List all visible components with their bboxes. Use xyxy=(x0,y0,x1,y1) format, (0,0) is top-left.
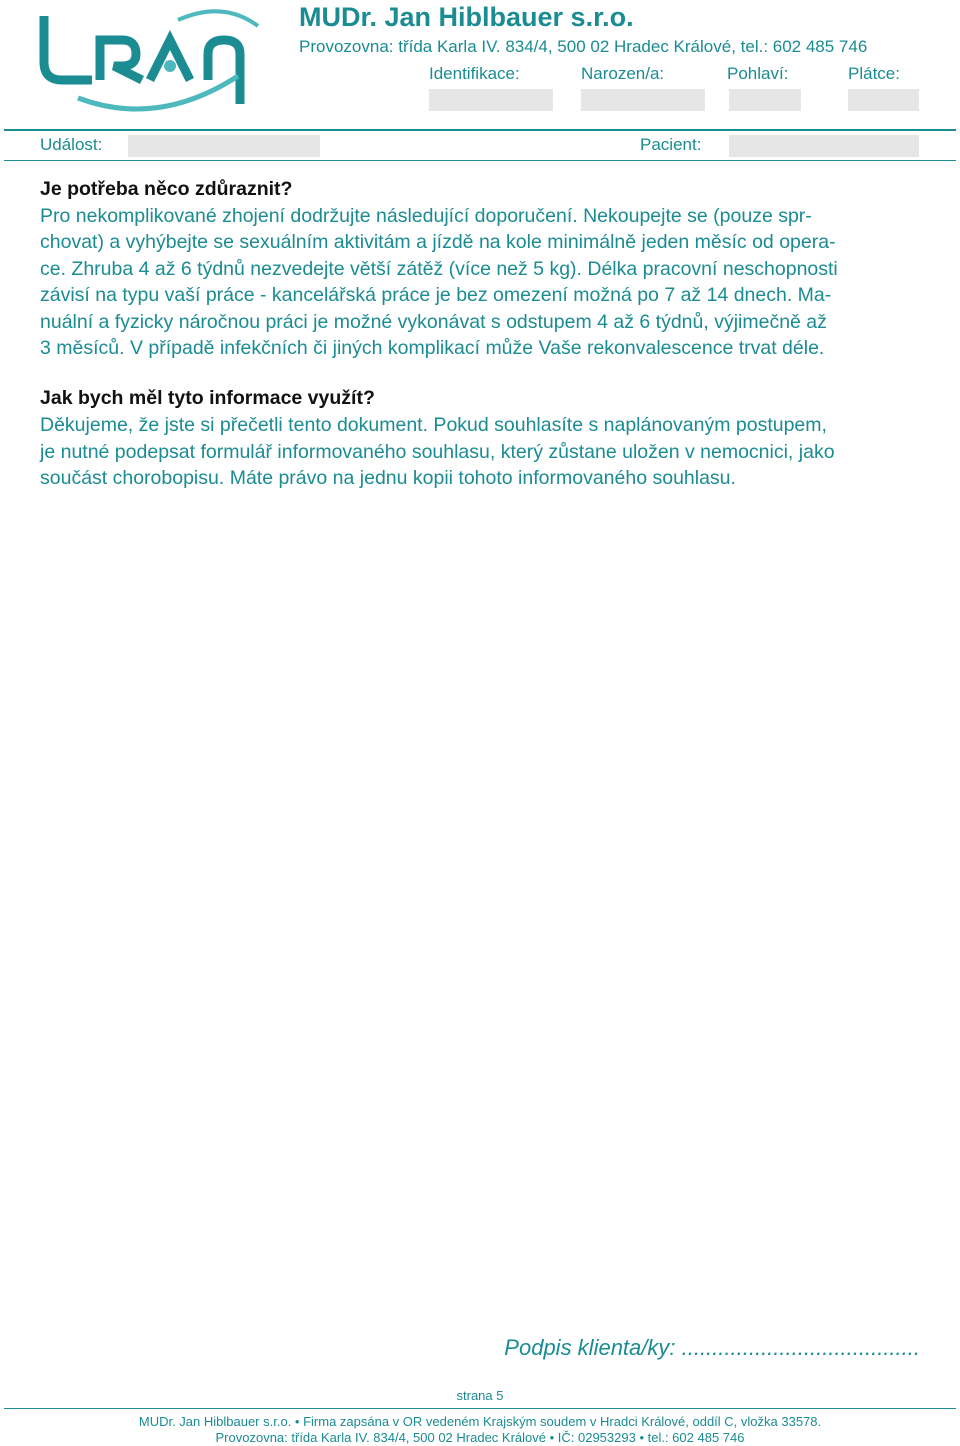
signature-line[interactable]: Podpis klienta/ky: ....................................... xyxy=(504,1335,920,1360)
paragraph-line: součást chorobopisu. Máte právo na jednu kopii tohoto informovaného souhlasu. xyxy=(40,467,736,490)
clinic-name: MUDr. Jan Hiblbauer s.r.o. xyxy=(299,2,634,32)
uran-logo xyxy=(38,4,266,114)
paragraph-line: je nutné podepsat formulář informovaného souhlasu, který zůstane uložen v nemocnici, jako xyxy=(40,440,835,463)
identification-field[interactable] xyxy=(429,89,553,111)
section-heading: Jak bych měl tyto informace využít? xyxy=(40,387,375,410)
event-divider xyxy=(4,160,956,161)
footer-line-company: MUDr. Jan Hiblbauer s.r.o. • Firma zapsána v OR vedeném Krajským soudem v Hradci Králové, oddíl C, vložka 33578. xyxy=(138,1414,822,1429)
identification-label: Identifikace: xyxy=(429,64,520,83)
paragraph-line: Pro nekomplikované zhojení dodržujte následující doporučení. Nekoupejte se (pouze spr- xyxy=(40,205,812,227)
sex-label: Pohlaví: xyxy=(727,64,789,83)
footer-line-address: Provozovna: třída Karla IV. 834/4, 500 02 Hradec Králové • IČ: 02953293 • tel.: 602 485 746 xyxy=(215,1430,745,1445)
paragraph-line: 3 měsíců. V případě infekčních či jiných komplikací může Vaše rekonvalescence trvat déle. xyxy=(40,337,825,360)
payer-field[interactable] xyxy=(848,89,919,111)
birth-label: Narozen/a: xyxy=(581,64,665,83)
paragraph-line: ce. Zhruba 4 až 6 týdnů nezvedejte větší zátěž (více než 5 kg). Délka pracovní neschopnosti xyxy=(40,257,838,280)
sex-field[interactable] xyxy=(729,89,801,111)
section-paragraph xyxy=(40,203,920,361)
event-label: Událost: xyxy=(40,135,103,154)
birth-field[interactable] xyxy=(581,89,705,111)
header-divider xyxy=(4,129,956,131)
section-paragraph xyxy=(40,412,920,491)
paragraph-line: závisí na typu vaší práce - kancelářská práce je bez omezení možná po 7 až 14 dnech. Ma- xyxy=(40,284,832,307)
footer-divider xyxy=(4,1408,956,1409)
payer-label: Plátce: xyxy=(848,64,900,83)
document-body xyxy=(40,176,920,492)
paragraph-line: chovat) a vyhýbejte se sexuálním aktivitám a jízdě na kole minimálně jeden měsíc od opera- xyxy=(40,231,836,254)
paragraph-line: nuální a fyzicky náročnou práci je možné vykonávat s odstupem 4 až 6 týdnů, výjimečně až xyxy=(40,310,827,333)
event-field[interactable] xyxy=(128,135,320,157)
clinic-address: Provozovna: třída Karla IV. 834/4, 500 02 Hradec Králové, tel.: 602 485 746 xyxy=(299,37,868,56)
page-number: strana 5 xyxy=(456,1388,504,1403)
patient-field[interactable] xyxy=(729,135,919,157)
paragraph-line: Děkujeme, že jste si přečetli tento dokument. Pokud souhlasíte s naplánovaným postupem, xyxy=(40,414,827,437)
section-heading: Je potřeba něco zdůraznit? xyxy=(40,178,293,200)
patient-label: Pacient: xyxy=(640,135,702,154)
